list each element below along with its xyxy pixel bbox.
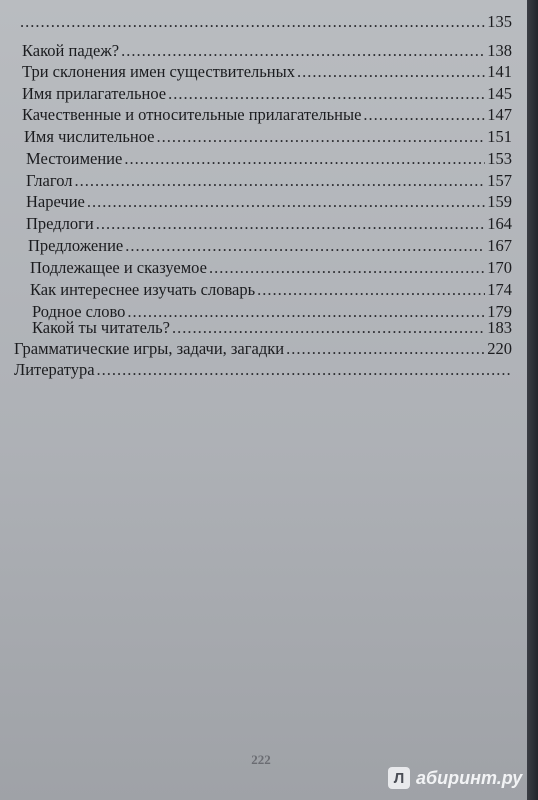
toc-entry-page: 135 <box>487 12 512 31</box>
toc-entry-title: Родное слово <box>32 302 126 321</box>
toc-entry-title: Имя числительное <box>24 127 155 146</box>
leader-dots <box>168 84 485 104</box>
labirint-logo-icon: Л <box>388 767 410 789</box>
leader-dots <box>286 339 485 359</box>
leader-dots <box>125 236 485 256</box>
toc-entry-page: 170 <box>487 258 512 277</box>
toc-entry <box>26 171 512 191</box>
leader-dots <box>124 149 485 169</box>
leader-dots <box>172 318 485 338</box>
leader-dots <box>257 280 485 300</box>
leader-dots <box>297 62 485 82</box>
toc-entry-title: Местоимение <box>26 149 123 168</box>
toc-entry-title: Какой падеж? <box>22 41 120 60</box>
toc-entry-title: Качественные и относительные прилагательные <box>22 105 362 124</box>
toc-entry <box>22 84 512 104</box>
toc-entry-page: 179 <box>487 302 512 321</box>
toc-entry-title: Какой ты читатель? <box>32 318 170 337</box>
toc-entry <box>14 339 512 359</box>
toc-entry <box>22 41 512 61</box>
leader-dots <box>121 41 485 61</box>
leader-dots <box>96 214 486 234</box>
toc-entry-page: 174 <box>487 280 512 299</box>
toc-entry-page: 145 <box>487 84 512 103</box>
toc-entry-title: Три склонения имен существительных <box>22 62 295 81</box>
toc-entry <box>22 105 512 125</box>
toc-entry <box>18 12 512 32</box>
toc-entry-page: 157 <box>487 171 512 190</box>
toc-entry-page: 138 <box>487 41 512 60</box>
toc-entry <box>24 127 512 147</box>
table-of-contents <box>0 0 527 380</box>
leader-dots <box>363 105 485 125</box>
toc-entry <box>26 192 512 212</box>
page-number: 222 <box>251 752 271 767</box>
toc-entry-title: Имя прилагательное <box>22 84 167 103</box>
toc-entry-page: 153 <box>487 149 512 168</box>
watermark <box>388 765 522 791</box>
toc-entry-page: 141 <box>487 62 512 81</box>
page-edge <box>527 0 538 800</box>
leader-dots <box>209 258 485 278</box>
toc-entry <box>26 214 512 234</box>
toc-entry-page: 159 <box>487 192 512 211</box>
toc-entry <box>22 62 512 82</box>
toc-entry-title: Грамматические игры, задачи, загадки <box>14 339 285 358</box>
toc-entry-page: 164 <box>487 214 512 233</box>
leader-dots <box>87 192 485 212</box>
toc-entry-title: Как интереснее изучать словарь <box>30 280 256 299</box>
leader-dots <box>157 127 486 147</box>
toc-entry <box>26 149 512 169</box>
toc-entry-page: 220 <box>487 339 512 358</box>
watermark-text: абиринт.ру <box>416 767 523 788</box>
toc-entry-page: 167 <box>487 236 512 255</box>
toc-entry <box>14 360 512 380</box>
toc-entry <box>32 318 512 338</box>
leader-dots <box>74 171 485 191</box>
toc-entry-title: Предлоги <box>26 214 94 233</box>
toc-entry-title: Глагол <box>26 171 73 190</box>
toc-entry-page: 183 <box>487 318 512 337</box>
leader-dots <box>20 12 485 32</box>
toc-entry <box>30 280 512 300</box>
toc-entry-title: Наречие <box>26 192 85 211</box>
toc-entry <box>30 258 512 278</box>
toc-entry <box>28 236 512 256</box>
toc-entry-title: Предложение <box>28 236 124 255</box>
leader-dots <box>97 360 510 380</box>
toc-entry-page: 147 <box>487 105 512 124</box>
toc-entry-title: Подлежащее и сказуемое <box>30 258 207 277</box>
toc-entry-title: Литература <box>14 360 95 379</box>
toc-entry-page: 151 <box>487 127 512 146</box>
